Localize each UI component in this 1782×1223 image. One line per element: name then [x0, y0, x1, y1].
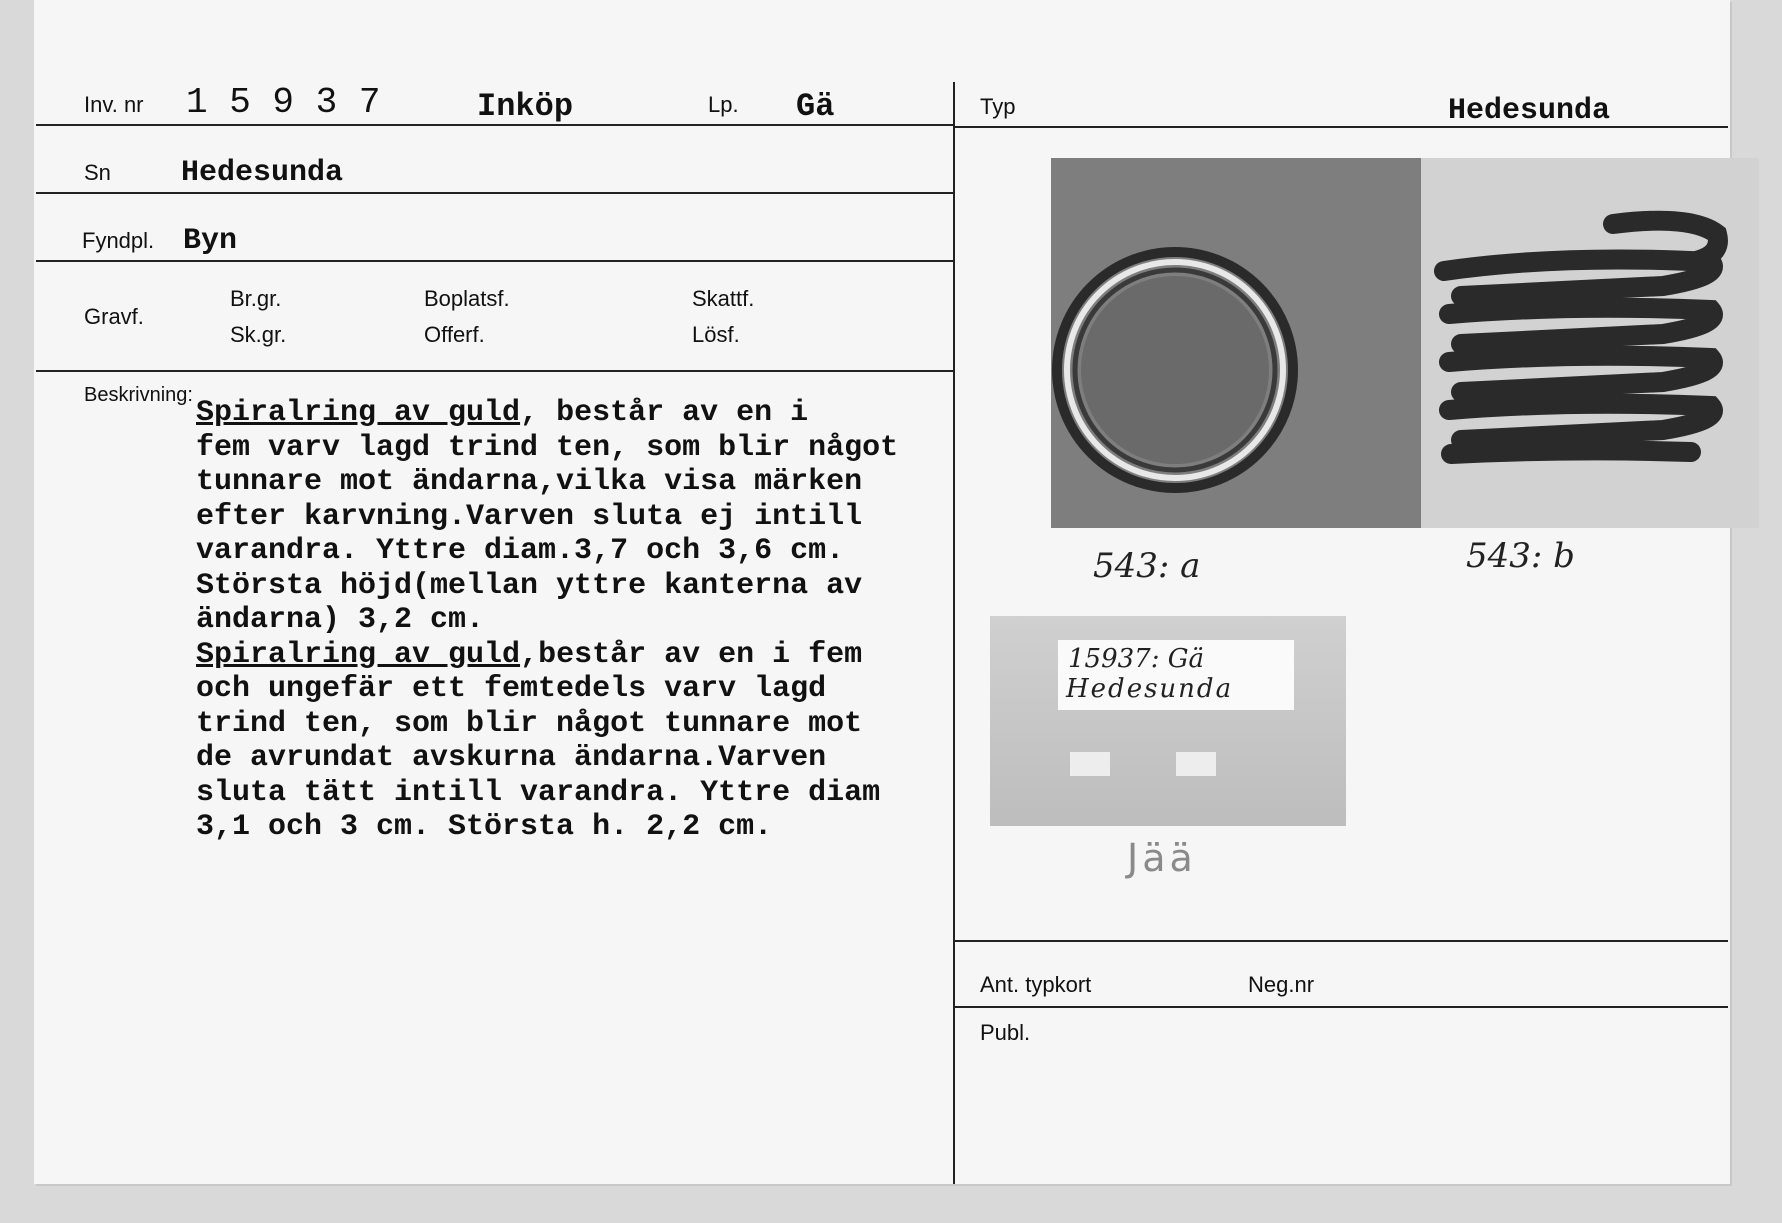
desc-line: efter karvning.Varven sluta ej intill	[196, 499, 863, 534]
skattf-label: Skattf.	[692, 286, 755, 311]
rule-publ	[955, 1006, 1728, 1008]
desc-line: fem varv lagd trind ten, som blir något	[196, 430, 899, 465]
fyndpl-label: Fyndpl.	[82, 228, 155, 253]
label-line2: Hedesunda	[1066, 674, 1234, 704]
description-block	[196, 396, 1016, 845]
offerf-label: Offerf.	[424, 322, 485, 347]
label-photograph	[990, 616, 1346, 826]
boplatsf-label: Boplatsf.	[424, 286, 510, 311]
catalog-card	[34, 0, 1730, 1184]
caption-a: 543: a	[1093, 546, 1201, 586]
inv-nr-label: Inv. nr	[84, 92, 144, 117]
publ-label: Publ.	[980, 1020, 1031, 1045]
rule-row4	[36, 370, 954, 372]
gravf-label: Gravf.	[84, 304, 144, 329]
sn-value: Hedesunda	[181, 156, 344, 190]
label-line1: 15937: Gä	[1068, 644, 1205, 674]
rule-row3	[36, 260, 954, 262]
desc-line: de avrundat avskurna ändarna.Varven	[196, 741, 827, 775]
caption-b: 543: b	[1466, 536, 1575, 576]
item1-l1-rest: , består av en i	[520, 396, 809, 430]
item2-l1-rest: ,består av en i fem	[520, 637, 863, 672]
desc-line: tunnare mot ändarna,vilka visa märken	[196, 465, 863, 499]
fragment-left	[1070, 752, 1110, 776]
desc-line: varandra. Yttre diam.3,7 och 3,6 cm.	[196, 534, 845, 568]
rule-ant	[955, 940, 1728, 942]
museum-label	[1058, 640, 1294, 710]
desc-line	[196, 638, 1016, 673]
skgr-label: Sk.gr.	[230, 322, 287, 347]
desc-line: sluta tätt intill varandra. Yttre diam	[196, 775, 881, 810]
item1-title: Spiralring av guld	[196, 396, 521, 430]
lp-label: Lp.	[708, 92, 739, 117]
desc-line	[196, 396, 1016, 431]
desc-line: ändarna) 3,2 cm.	[196, 603, 485, 637]
losf-label: Lösf.	[692, 322, 740, 347]
negnr-label: Neg.nr	[1248, 972, 1315, 997]
rule-typ	[955, 126, 1728, 128]
brgr-label: Br.gr.	[230, 286, 282, 311]
desc-line: trind ten, som blir något tunnare mot	[196, 706, 863, 741]
ant-typkort-label: Ant. typkort	[980, 972, 1092, 997]
desc-line: och ungefär ett femtedels varv lagd	[196, 672, 827, 706]
typ-label: Typ	[980, 94, 1016, 119]
lp-value: Gä	[796, 88, 835, 125]
desc-line: 3,1 och 3 cm. Största h. 2,2 cm.	[196, 810, 773, 844]
beskrivning-label: Beskrivning:	[84, 384, 193, 406]
fragment-right	[1176, 752, 1216, 776]
typ-value: Hedesunda	[1448, 94, 1611, 128]
stamp-text: Jää	[1127, 836, 1197, 880]
inv-nr-value: 1 5 9 3 7	[186, 82, 381, 123]
item2-title: Spiralring av guld	[196, 637, 521, 672]
spiral-rings-image	[1051, 158, 1759, 528]
sn-label: Sn	[84, 160, 111, 185]
rule-row2	[36, 192, 954, 194]
inkop-value: Inköp	[477, 88, 574, 125]
object-photograph	[1051, 158, 1759, 528]
fyndpl-value: Byn	[183, 224, 238, 258]
desc-line: Största höjd(mellan yttre kanterna av	[196, 568, 863, 603]
